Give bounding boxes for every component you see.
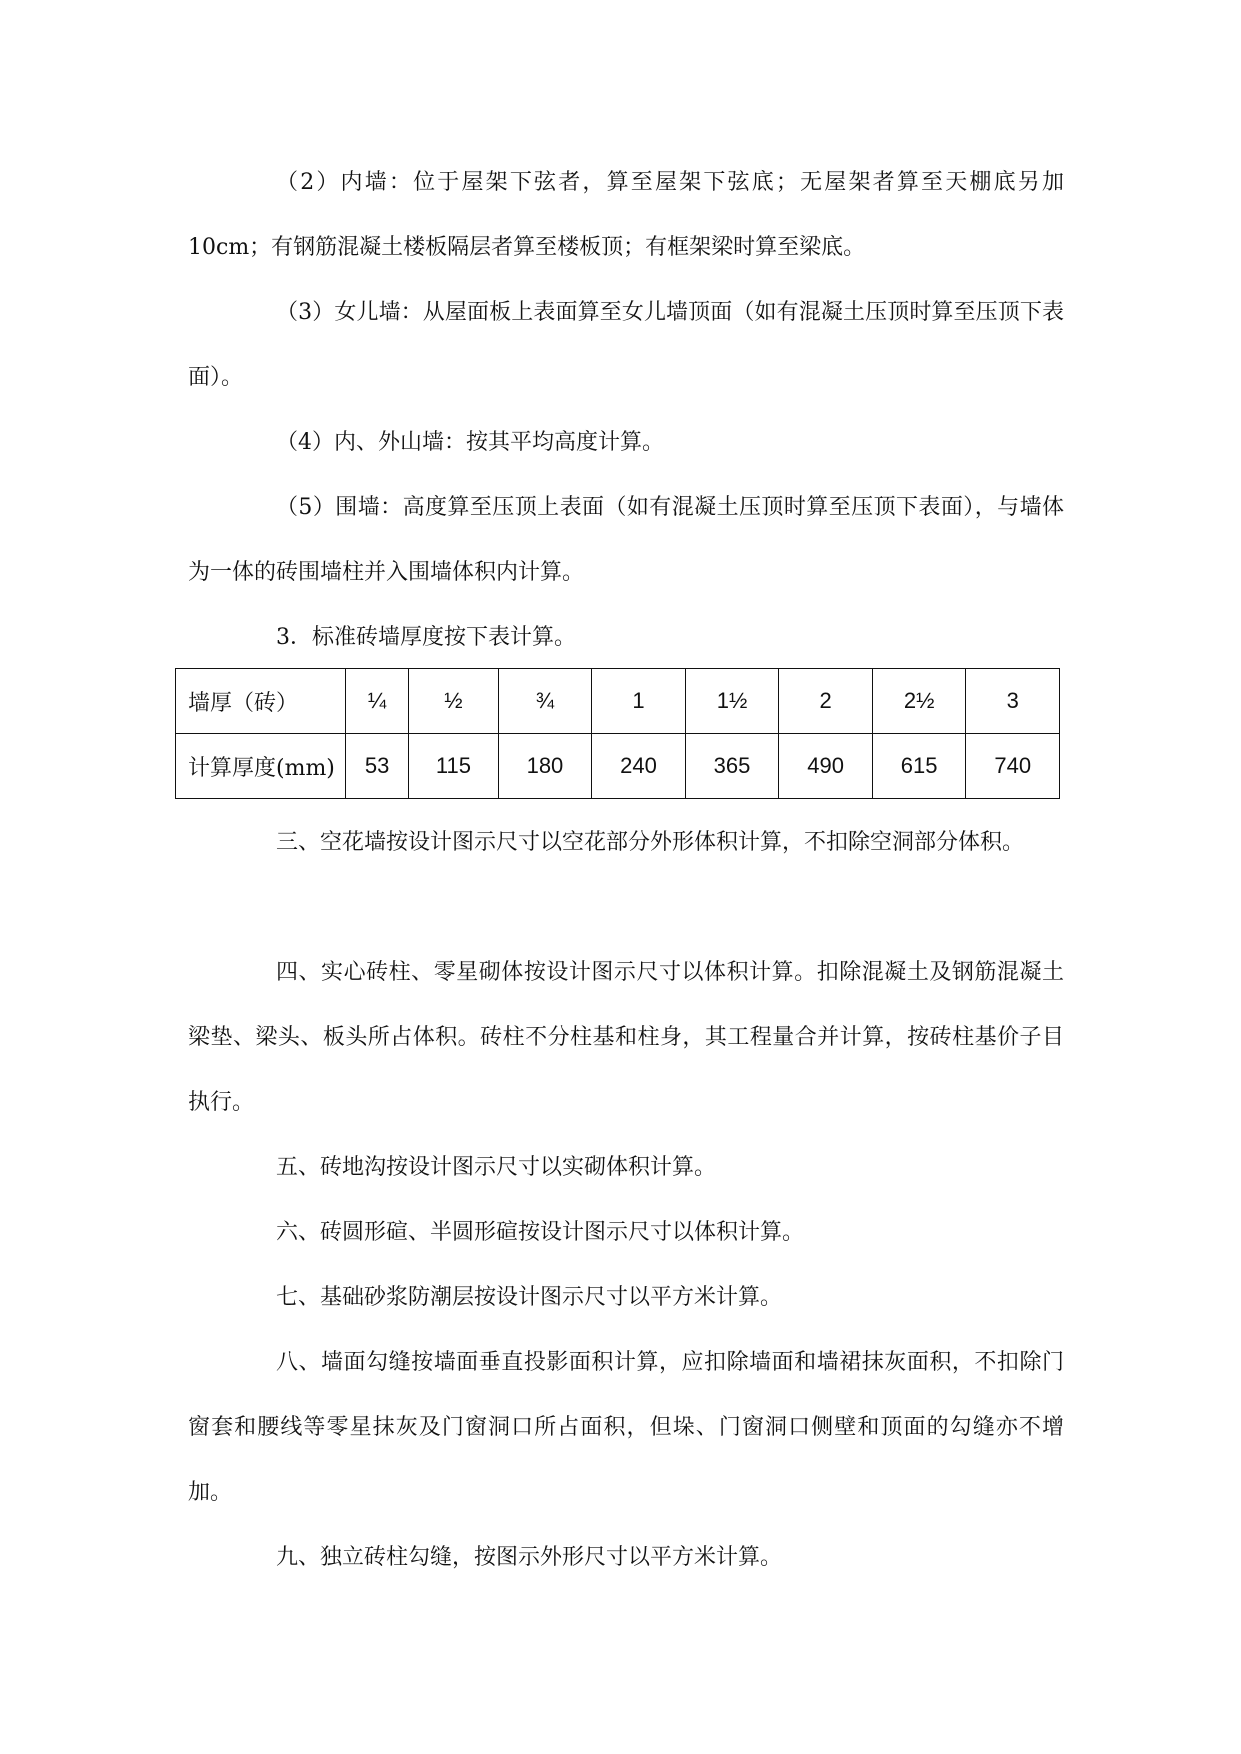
paragraph-wall-pointing: 八、墙面勾缝按墙面垂直投影面积计算，应扣除墙面和墙裙抹灰面积，不扣除门窗套和腰线等零星抹灰及门窗洞口所占面积，但垛、门窗洞口侧壁和顶面的勾缝亦不增加。 [188,1350,1064,1505]
table-cell: 115 [409,734,498,799]
paragraph-brick-trench: 五、砖地沟按设计图示尺寸以实砌体积计算。 [276,1155,717,1180]
paragraph-gable-wall: （4）内、外山墙：按其平均高度计算。 [276,430,664,455]
paragraph-perforated-wall: 三、空花墙按设计图示尺寸以空花部分外形体积计算，不扣除空洞部分体积。 [276,830,1025,855]
paragraph-table-intro: 3．标准砖墙厚度按下表计算。 [276,625,576,650]
table-row [176,734,1060,799]
wall-thickness-table [175,668,1060,799]
table-cell: 2½ [872,669,966,734]
table-header-wall-thickness: 墙厚（砖） [176,669,346,734]
table-cell: 3 [966,669,1060,734]
paragraph-parapet: （3）女儿墙：从屋面板上表面算至女儿墙顶面（如有混凝土压顶时算至压顶下表面）。 [188,300,1064,390]
table-cell: ¾ [498,669,592,734]
paragraph-fence-wall: （5）围墙：高度算至压顶上表面（如有混凝土压顶时算至压顶下表面），与墙体为一体的砖围墙柱并入围墙体积内计算。 [188,495,1064,585]
table-cell: ¼ [346,669,409,734]
table-header-calc-thickness: 计算厚度(mm) [176,734,346,799]
table-row [176,669,1060,734]
paragraph-brick-arch: 六、砖圆形碹、半圆形碹按设计图示尺寸以体积计算。 [276,1220,805,1245]
table-cell: 1½ [685,669,779,734]
table-cell: 365 [685,734,779,799]
paragraph-solid-brick-column: 四、实心砖柱、零星砌体按设计图示尺寸以体积计算。扣除混凝土及钢筋混凝土梁垫、梁头、板头所占体积。砖柱不分柱基和柱身，其工程量合并计算，按砖柱基价子目执行。 [188,960,1064,1115]
table-cell: 2 [779,669,873,734]
table-cell: 1 [592,669,686,734]
table-cell: 240 [592,734,686,799]
table-cell: 490 [779,734,873,799]
paragraph-column-pointing: 九、独立砖柱勾缝，按图示外形尺寸以平方米计算。 [276,1545,783,1570]
paragraph-inner-wall: （2）内墙：位于屋架下弦者，算至屋架下弦底；无屋架者算至天棚底另加 10cm；有钢筋混凝土楼板隔层者算至楼板顶；有框架梁时算至梁底。 [188,170,1064,260]
table-cell: 740 [966,734,1060,799]
table-cell: ½ [409,669,498,734]
table-cell: 53 [346,734,409,799]
table-cell: 615 [872,734,966,799]
paragraph-damp-proof-layer: 七、基础砂浆防潮层按设计图示尺寸以平方米计算。 [276,1285,783,1310]
table-cell: 180 [498,734,592,799]
